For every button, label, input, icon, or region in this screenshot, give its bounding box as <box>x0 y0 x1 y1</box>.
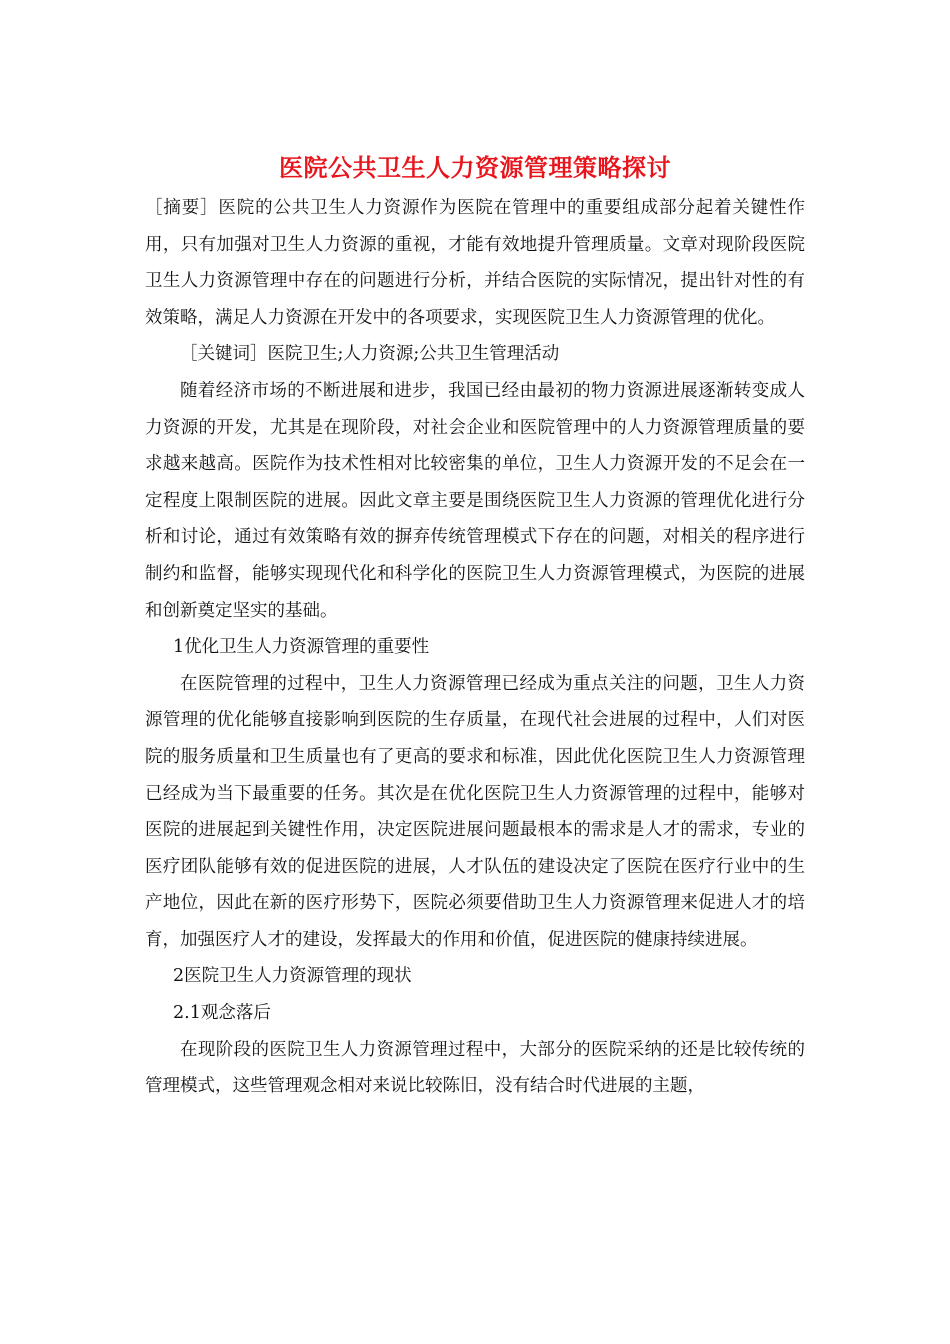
document-title: 医院公共卫生人力资源管理策略探讨 <box>279 153 671 182</box>
intro-paragraph: 随着经济市场的不断进展和进步，我国已经由最初的物力资源进展逐渐转变成人力资源的开发，尤其是在现阶段，对社会企业和医院管理中的人力资源管理质量的要求越来越高。医院作为技术性相对比较密集的单位，卫生人力资源开发的不足会在一定程度上限制医院的进展。因此文章主要是围绕医院卫生人力资源的管理优化进行分析和讨论，通过有效策略有效的摒弃传统管理模式下存在的问题，对相关的程序进行制约和监督，能够实现现代化和科学化的医院卫生人力资源管理模式，为医院的进展和创新奠定坚实的基础。 <box>145 380 805 621</box>
document-page <box>145 148 805 1105</box>
abstract-paragraph: ［摘要］医院的公共卫生人力资源作为医院在管理中的重要组成部分起着关键性作用，只有加强对卫生人力资源的重视，才能有效地提升管理质量。文章对现阶段医院卫生人力资源管理中存在的问题进行分析，并结合医院的实际情况，提出针对性的有效策略，满足人力资源在开发中的各项要求，实现医院卫生人力资源管理的优化。 <box>145 198 805 328</box>
section-1-paragraph: 在医院管理的过程中，卫生人力资源管理已经成为重点关注的问题，卫生人力资源管理的优化能够直接影响到医院的生存质量，在现代社会进展的过程中，人们对医院的服务质量和卫生质量也有了更高的要求和标准，因此优化医院卫生人力资源管理已经成为当下最重要的任务。其次是在优化医院卫生人力资源管理的过程中，能够对医院的进展起到关键性作用，决定医院进展问题最根本的需求是人才的需求，专业的医疗团队能够有效的促进医院的进展，人才队伍的建设决定了医院在医疗行业中的生产地位，因此在新的医疗形势下，医院必须要借助卫生人力资源管理来促进人才的培育，加强医疗人才的建设，发挥最大的作用和价值，促进医院的健康持续进展。 <box>145 673 805 950</box>
section-2-heading: 2医院卫生人力资源管理的现状 <box>173 966 412 987</box>
keywords-line: ［关键词］医院卫生;人力资源;公共卫生管理活动 <box>180 344 560 365</box>
section-2-1-heading: 2.1观念落后 <box>173 1003 271 1024</box>
section-1-heading: 1优化卫生人力资源管理的重要性 <box>173 637 430 658</box>
section-2-1-paragraph: 在现阶段的医院卫生人力资源管理过程中，大部分的医院采纳的还是比较传统的管理模式，这些管理观念相对来说比较陈旧，没有结合时代进展的主题， <box>145 1039 805 1097</box>
